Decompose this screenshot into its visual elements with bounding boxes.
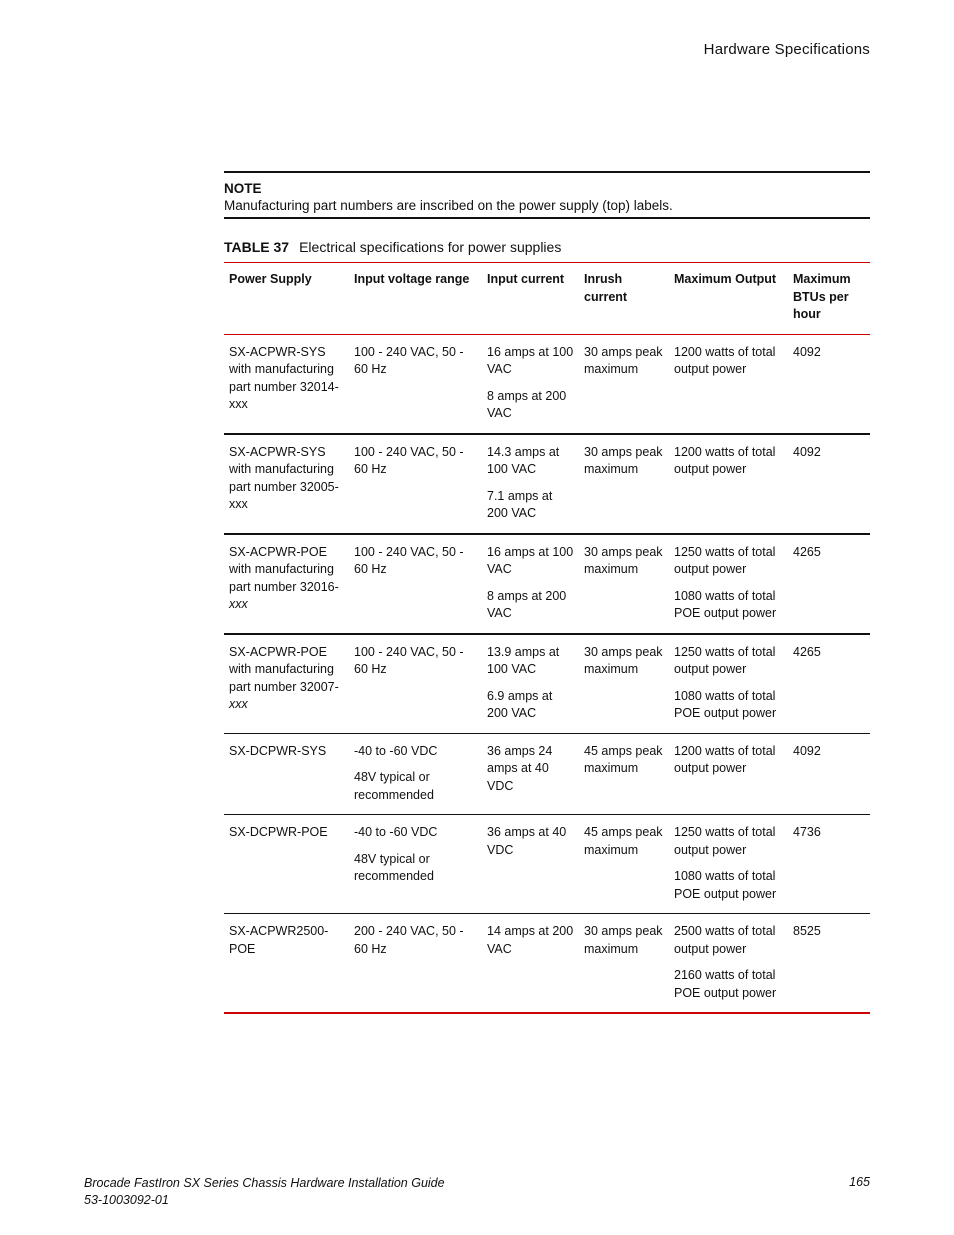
cell-input-voltage: 100 - 240 VAC, 50 - 60 Hz (354, 444, 464, 476)
cell-input-current: 36 amps 24 amps at 40 VDC (487, 743, 553, 793)
table-row (224, 733, 870, 815)
cell-maximum-output: 1250 watts of total output power 1080 watts of total POE output power (674, 644, 777, 720)
footer-doc-number: 53-1003092-01 (84, 1193, 169, 1207)
cell-inrush-current: 45 amps peak maximum (584, 825, 663, 857)
cell-inrush-current: 45 amps peak maximum (584, 743, 663, 775)
cell-inrush-current: 30 amps peak maximum (584, 644, 663, 676)
cell-inrush-current: 30 amps peak maximum (584, 544, 663, 576)
cell-maximum-output: 1250 watts of total output power 1080 watts of total POE output power (674, 544, 777, 620)
cell-power-supply: SX-ACPWR-POE with manufacturing part number 32007-xxx (229, 644, 339, 711)
table-row (224, 815, 870, 914)
cell-maximum-output: 2500 watts of total output power 2160 watts of total POE output power (674, 924, 777, 1000)
cell-power-supply: SX-ACPWR-SYS with manufacturing part number 32005-xxx (229, 444, 339, 511)
cell-max-btus: 4092 (793, 344, 821, 359)
cell-input-voltage: 200 - 240 VAC, 50 - 60 Hz (354, 924, 464, 956)
cell-power-supply: SX-ACPWR2500-POE (229, 924, 329, 956)
cell-inrush-current: 30 amps peak maximum (584, 444, 663, 476)
cell-power-supply: SX-ACPWR-POE with manufacturing part number 32016-xxx (229, 544, 339, 611)
table-caption-text: Electrical specifications for power supplies (299, 239, 562, 255)
table-row (224, 914, 870, 1014)
cell-max-btus: 4092 (793, 444, 821, 459)
running-header: Hardware Specifications (703, 41, 870, 58)
cell-max-btus: 8525 (793, 924, 821, 938)
cell-power-supply: SX-ACPWR-SYS with manufacturing part number 32014-xxx (229, 344, 339, 411)
cell-max-btus: 4092 (793, 743, 821, 758)
cell-power-supply: SX-DCPWR-SYS (229, 743, 327, 758)
footer-title: Brocade FastIron SX Series Chassis Hardware Installation Guide (84, 1176, 445, 1190)
table-row (224, 434, 870, 534)
cell-input-current: 16 amps at 100 VAC 8 amps at 200 VAC (487, 344, 574, 420)
cell-input-current: 13.9 amps at 100 VAC 6.9 amps at 200 VAC (487, 644, 560, 720)
cell-input-voltage: 100 - 240 VAC, 50 - 60 Hz (354, 544, 464, 576)
footer-doc-info (84, 1175, 445, 1209)
cell-maximum-output: 1200 watts of total output power (674, 444, 776, 476)
cell-max-btus: 4265 (793, 644, 821, 659)
cell-maximum-output: 1250 watts of total output power 1080 watts of total POE output power (674, 825, 777, 901)
header-input-voltage: Input voltage range (354, 272, 470, 286)
header-maximum-output: Maximum Output (674, 272, 777, 286)
header-power-supply: Power Supply (229, 272, 312, 286)
cell-input-voltage: 100 - 240 VAC, 50 - 60 Hz (354, 644, 464, 676)
table-row (224, 334, 870, 434)
cell-input-voltage: -40 to -60 VDC 48V typical or recommended (354, 825, 438, 883)
cell-max-btus: 4736 (793, 825, 821, 839)
note-box (224, 171, 870, 219)
cell-input-current: 14.3 amps at 100 VAC 7.1 amps at 200 VAC (487, 444, 560, 520)
cell-inrush-current: 30 amps peak maximum (584, 344, 663, 376)
table-caption-label: TABLE 37 (224, 239, 290, 255)
table-row (224, 634, 870, 734)
cell-maximum-output: 1200 watts of total output power (674, 344, 776, 376)
cell-input-current: 14 amps at 200 VAC (487, 924, 574, 956)
header-max-btus: Maximum BTUs per hour (793, 272, 851, 321)
header-input-current: Input current (487, 272, 565, 286)
cell-maximum-output: 1200 watts of total output power (674, 743, 776, 775)
cell-input-voltage: -40 to -60 VDC 48V typical or recommended (354, 743, 438, 802)
cell-input-current: 36 amps at 40 VDC (487, 825, 567, 857)
table-row (224, 534, 870, 634)
cell-inrush-current: 30 amps peak maximum (584, 924, 663, 956)
cell-power-supply: SX-DCPWR-POE (229, 825, 328, 839)
note-text: Manufacturing part numbers are inscribed on the power supply (top) labels. (224, 198, 673, 213)
page-number: 165 (849, 1175, 870, 1189)
cell-max-btus: 4265 (793, 544, 821, 559)
cell-input-voltage: 100 - 240 VAC, 50 - 60 Hz (354, 344, 464, 376)
header-inrush-current: Inrush current (584, 272, 628, 304)
cell-input-current: 16 amps at 100 VAC 8 amps at 200 VAC (487, 544, 574, 620)
table-caption (224, 239, 561, 255)
table-header-row (224, 263, 870, 335)
note-heading: NOTE (224, 181, 262, 196)
power-supply-table (224, 262, 870, 1014)
